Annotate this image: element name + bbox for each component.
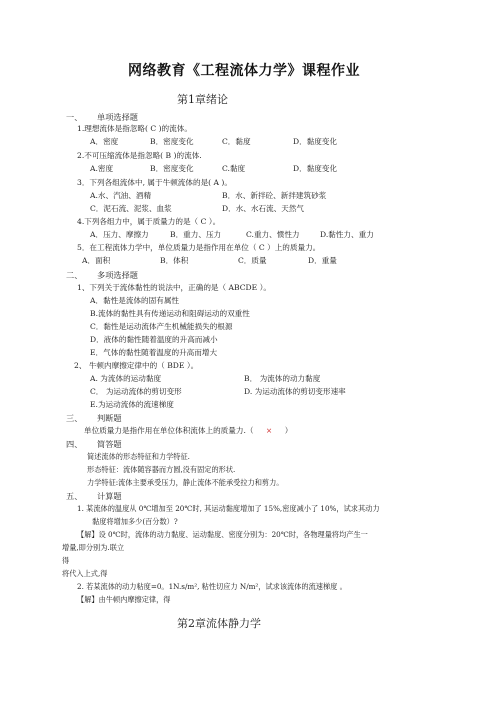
solution-line: 得 xyxy=(62,556,70,565)
answer-line: 力学特征:流体主要承受压力，静止流体不能承受拉力和剪力。 xyxy=(87,478,284,487)
section-2-number: 二、 xyxy=(66,270,83,280)
solution-line: 将代入上式,得 xyxy=(62,569,108,578)
option-b: B． 为流体的动力黏度 xyxy=(244,374,321,383)
option-d: D. 为运动流体的剪切变形速率 xyxy=(244,387,346,396)
option-a: A．压力、摩擦力 xyxy=(90,230,149,239)
answer-line: 简述流体的形态特征和力学特征. xyxy=(87,452,190,461)
problem-line: 2. 若某流体的动力粘度=0。1N.s/m², 粘性切应力 N/m²，试求该流体的流速梯度 。 xyxy=(77,582,347,591)
option-c: C． 为运动流体的剪切变形 xyxy=(90,387,182,396)
option-d: D．水、水石流、天然气 xyxy=(222,204,305,213)
option-d: D.黏性力、重力 xyxy=(320,230,374,239)
section-3-number: 三、 xyxy=(66,413,83,423)
document-title: 网络教育《工程流体力学》课程作业 xyxy=(128,63,360,79)
question-stem: 1、下列关于流体黏性的说法中，正确的是（ ABCDE ）。 xyxy=(77,283,271,292)
option-b: B．密度变化 xyxy=(150,164,194,173)
option-d: D．黏度变化 xyxy=(293,137,338,146)
answer-line: 形态特征：流体随容器而方圆,没有固定的形状. xyxy=(87,465,236,474)
option-a: A．黏性是流体的固有属性 xyxy=(90,296,180,305)
option-a: A. 为流体的运动黏度 xyxy=(90,374,162,383)
question-stem: 5．在工程流体力学中，单位质量力是指作用在单位（ C ）上的质量力。 xyxy=(77,243,321,252)
true-false-statement xyxy=(84,427,292,435)
option-a: A.密度 xyxy=(90,164,114,173)
solution-line: 【解】由牛顿内摩擦定律，得 xyxy=(77,595,171,604)
statement-text: 单位质量力是指作用在单位体积流体上的质量力.（ xyxy=(84,426,254,435)
option-b: B．水、新拌砼、新拌建筑砂浆 xyxy=(222,191,327,200)
problem-line: 黏度将增加多少(百分数）? xyxy=(92,517,178,526)
option-c: C．黏性是运动流体产生机械能损失的根源 xyxy=(90,322,233,331)
option-b: B．体积 xyxy=(160,256,189,265)
option-d: D．黏度变化 xyxy=(293,164,338,173)
option-c: C.黏度 xyxy=(222,164,246,173)
option-d: D．重量 xyxy=(308,256,337,265)
option-a: A．密度 xyxy=(90,137,119,146)
section-5-number: 五、 xyxy=(66,491,83,501)
question-stem: 3．下列各组流体中, 属于牛顿流体的是( A )。 xyxy=(77,178,232,187)
question-stem: 4.下列各组力中，属于质量力的是（ C ）。 xyxy=(77,217,221,226)
option-a: A.水、汽油、酒精 xyxy=(90,191,152,200)
option-b: B．密度变化 xyxy=(150,137,194,146)
question-stem: 1.理想流体是指忽略( C )的流体。 xyxy=(77,124,192,133)
section-2-heading: 多项选择题 xyxy=(97,270,138,280)
option-b: B.流体的黏性具有传递运动和阻碍运动的双重性 xyxy=(90,309,250,318)
question-stem: 2、 牛顿内摩擦定律中的（ BDE ）。 xyxy=(74,361,199,370)
option-c: C．泥石流、泥浆、血浆 xyxy=(90,204,172,213)
solution-line: 增量,即分别为.联立 xyxy=(62,543,125,552)
option-e: E.为运动流体的流速梯度 xyxy=(90,400,174,409)
option-b: B．重力、压力 xyxy=(170,230,222,239)
section-1-number: 一、 xyxy=(66,112,83,122)
section-4-number: 四、 xyxy=(66,439,83,449)
section-3-heading: 判断题 xyxy=(97,413,122,423)
section-1-heading: 单项选择题 xyxy=(97,112,138,122)
option-c: C．质量 xyxy=(238,256,267,265)
chapter-1-heading: 第1章绪论 xyxy=(177,93,228,106)
solution-line: 【解】设 0℃时，流体的动力黏度、运动黏度、密度分别为：20℃时，各物理量将均产生一 xyxy=(77,530,368,539)
section-4-heading: 简答题 xyxy=(97,439,122,449)
option-c: C.重力、惯性力 xyxy=(246,230,300,239)
section-5-heading: 计算题 xyxy=(97,491,122,501)
chapter-2-heading: 第2章流体静力学 xyxy=(177,617,261,630)
option-d: D．液体的黏性随着温度的升高而减小 xyxy=(90,335,218,344)
question-stem: 2.不可压缩流体是指忽略( B )的流体. xyxy=(77,151,202,160)
problem-line: 1. 某流体的温度从 0℃增加至 20℃时, 其运动黏度增加了 15%,密度减小了 10%，试求其动力 xyxy=(77,504,380,513)
answer-mark: × xyxy=(265,426,273,435)
option-e: E．气体的黏性随着温度的升高而增大 xyxy=(90,348,218,357)
statement-close: ） xyxy=(284,426,293,435)
option-a: A．面积 xyxy=(82,256,111,265)
option-c: C．黏度 xyxy=(222,137,251,146)
